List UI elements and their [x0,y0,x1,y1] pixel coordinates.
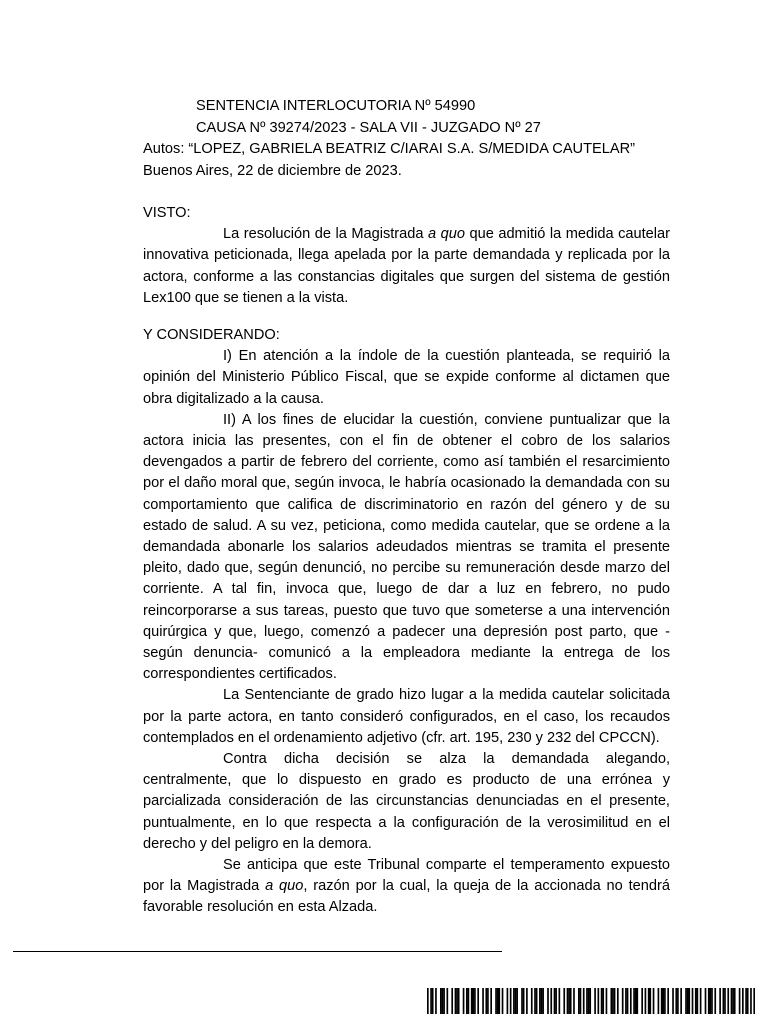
barcode-bar [753,988,755,1014]
barcode-bar [442,988,444,1014]
barcode-bar [586,988,588,1014]
barcode-bar [477,988,479,1014]
visto-paragraph [143,224,670,309]
paragraph-5-text-b: , razón por la cual, la queja de la accionada no tendrá favorable resolución en esta Alzada. [143,878,670,916]
barcode-bar [622,988,624,1014]
barcode-bar [555,988,557,1014]
barcode-bar [742,988,744,1014]
barcode-bar [580,988,582,1014]
barcode-bar [601,988,603,1014]
barcode-bar [692,988,694,1014]
barcode-bar [649,988,651,1014]
considerando-title: Y CONSIDERANDO: [143,327,280,343]
barcode-bar [627,988,629,1014]
barcode-bar [602,988,604,1014]
barcode-bar [542,988,544,1014]
barcode-bar [456,988,458,1014]
visto-title: VISTO: [143,205,191,221]
barcode-bar [625,988,627,1014]
barcode-bar [490,988,492,1014]
barcode-bar [523,988,525,1014]
barcode-bar [507,988,509,1014]
barcode-bar [633,988,635,1014]
barcode-bar [547,988,549,1014]
barcode-bar [662,988,664,1014]
barcode-bar [658,988,660,1014]
barcode-bar [710,988,712,1014]
barcode-bar [563,988,565,1014]
barcode-bar [724,988,726,1014]
barcode-bar [677,988,679,1014]
considerando-paragraph-4: Contra dicha decisión se alza la demandada alegando, centralmente, que lo dispuesto en grado es producto de una errónea y parcializada consideración de las circunstancias denunciadas en el presente, puntualmente, en lo que respecta a la configuración de la verosimilitud en el derecho y del peligro en la demora. [143,751,670,852]
barcode-bar [727,988,729,1014]
barcode-bar [695,988,697,1014]
barcode-bar [513,988,515,1014]
barcode-bar [719,988,721,1014]
barcode-bar [482,988,484,1014]
barcode-bar [594,988,596,1014]
barcode-bar [705,988,707,1014]
barcode-bar [495,988,497,1014]
barcode-bar [645,988,647,1014]
barcode-bar [667,988,669,1014]
barcode-bar [531,988,533,1014]
barcode-bar [458,988,460,1014]
barcode-bar [570,988,572,1014]
barcode-bar [672,988,674,1014]
barcode-bar [446,988,448,1014]
barcode-bar [573,988,575,1014]
paragraph-5-text-a: Se anticipa que este Tribunal comparte el temperamento expuesto por la Magistrada [143,857,670,895]
autos-line: Autos: “LOPEZ, GABRIELA BEATRIZ C/IARAI S.A. S/MEDIDA CAUTELAR” [143,141,635,157]
considerando-paragraph-3: La Sentenciante de grado hizo lugar a la medida cautelar solicitada por la parte actora, en tanto consideró configurados, en el caso, los recaudos contemplados en el ordenamiento adjetivo (cfr. art. 195, 230 y 232 del CPCCN). [143,687,670,746]
barcode-bar [731,988,733,1014]
barcode-bar [567,988,569,1014]
barcode-bar [468,988,470,1014]
barcode-bar [536,988,538,1014]
barcode-bar [578,988,580,1014]
barcode-bar [661,988,663,1014]
document-barcode [427,988,755,1014]
barcode-bar [427,988,429,1014]
visto-section [143,203,670,309]
barcode-bar [708,988,710,1014]
visto-text-b: que admitió la medida cautelar innovativa peticionada, llega apelada por la parte demandada y replicada por la actora, conforme a las constancias digitales que surgen del sistema de gestión Lex100 que se tienen a la vista. [143,226,670,306]
barcode-bar [688,988,690,1014]
barcode-bar [526,988,528,1014]
barcode-bar [487,988,489,1014]
barcode-bar [498,988,500,1014]
barcode-bar [636,988,638,1014]
barcode-bar [610,988,612,1014]
barcode-bar [430,988,432,1014]
visto-text-a: La resolución de la Magistrada [223,226,429,243]
barcode-bar [711,988,713,1014]
barcode-bar [598,988,600,1014]
barcode-bar [521,988,523,1014]
barcode-bar [714,988,716,1014]
barcode-bar [614,988,616,1014]
barcode-bar [653,988,655,1014]
barcode-bar [516,988,518,1014]
barcode-bar [463,988,465,1014]
date-line: Buenos Aires, 22 de diciembre de 2023. [143,162,402,179]
barcode-bar [732,988,734,1014]
barcode-bar [440,988,442,1014]
barcode-bar [539,988,541,1014]
visto-text-italic: a quo [428,226,465,243]
barcode-bar [568,988,570,1014]
barcode-bar [750,988,752,1014]
barcode-bar [451,988,453,1014]
barcode-bar [675,988,677,1014]
barcode-bar [747,988,749,1014]
considerando-paragraph-5 [143,855,670,919]
considerando-paragraph-2: II) A los fines de elucidar la cuestión, conviene puntualizar que la actora inicia las presentes, con el fin de obtener el cobro de los salarios devengados a partir de febrero del corriente, como así también el resarcimiento por el daño moral que, según invoca, le habría ocasionado la demandada con su comportamiento que califica de discriminatorio en razón del género y de su estado de salud. A su vez, peticiona, como medida cautelar, que se ordene a la demandada abonarle los salarios adeudados mientras se tramita el presente pleito, dado que, según denunció, no percibe su remuneración desde marzo del corriente. A tal fin, invoca que, luego de dar a luz en febrero, no pudo reincorporarse a sus tareas, puesto que tuvo que someterse a una intervención quirúrgica y que, luego, comenzó a padecer una depresión post parto, que -según denuncia- comunicó a la empleadora mediante la entrega de los correspondientes certificados. [143,411,670,683]
barcode-bar [510,988,512,1014]
considerando-section [143,325,670,919]
document-header [143,96,673,182]
barcode-bar [687,988,689,1014]
barcode-bar [583,988,585,1014]
barcode-bar [466,988,468,1014]
footer-divider [13,951,502,952]
barcode-bar [630,988,632,1014]
barcode-bar [541,988,543,1014]
barcode-bar [745,988,747,1014]
barcode-bar [502,988,504,1014]
barcode-bar [697,988,699,1014]
barcode-bar [485,988,487,1014]
barcode-bar [474,988,476,1014]
barcode-bar [550,988,552,1014]
barcode-bar [588,988,590,1014]
barcode-bar [635,988,637,1014]
barcode-bar [723,988,725,1014]
barcode-bar [455,988,457,1014]
causa-line: CAUSA Nº 39274/2023 - SALA VII - JUZGADO Nº 27 [196,119,541,136]
barcode-bar [589,988,591,1014]
barcode-bar [554,988,556,1014]
barcode-bar [432,988,434,1014]
barcode-bar [739,988,741,1014]
barcode-bar [443,988,445,1014]
barcode-bar [734,988,736,1014]
barcode-bar [685,988,687,1014]
sentencia-number: SENTENCIA INTERLOCUTORIA Nº 54990 [196,98,476,114]
barcode-bar [435,988,437,1014]
barcode-bar [471,988,473,1014]
paragraph-5-text-italic: a quo [265,878,304,895]
barcode-bar [700,988,702,1014]
barcode-bar [606,988,608,1014]
barcode-bar [497,988,499,1014]
barcode-bar [617,988,619,1014]
barcode-bar [641,988,643,1014]
barcode-bar [534,988,536,1014]
barcode-bar [515,988,517,1014]
barcode-bar [664,988,666,1014]
considerando-paragraph-1: I) En atención a la índole de la cuestión planteada, se requirió la opinión del Ministerio Público Fiscal, que se expide conforme al dictamen que obra digitalizado a la causa. [143,348,670,407]
barcode-bar [559,988,561,1014]
barcode-bar [648,988,650,1014]
barcode-bar [680,988,682,1014]
barcode-bar [472,988,474,1014]
barcode-bar [612,988,614,1014]
